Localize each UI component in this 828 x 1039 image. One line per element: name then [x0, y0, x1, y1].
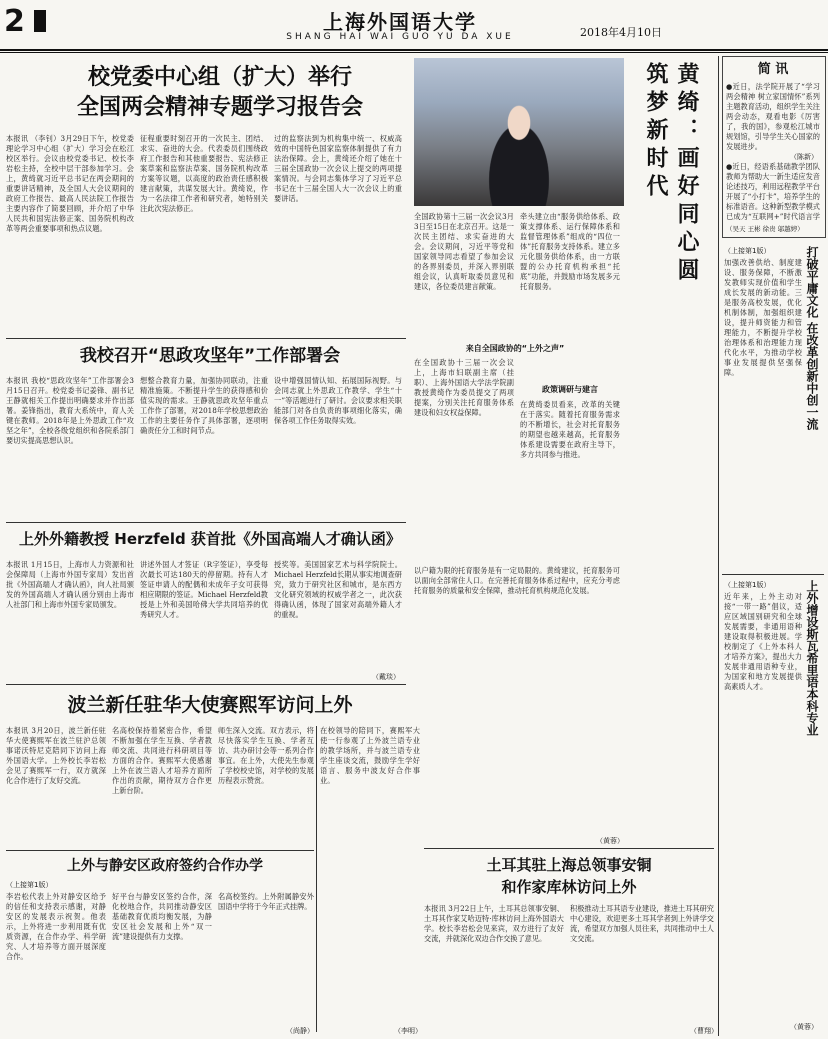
vdivider-a4 — [316, 726, 317, 1032]
briefs-heading: 简 讯 — [757, 62, 789, 77]
article4-byline: （李明） — [394, 1027, 422, 1035]
issue-date: 2018年4月10日 — [580, 26, 662, 39]
article4-title: 波兰新任驻华大使赛熙军访问上外 — [67, 694, 353, 716]
article4-col3: 师生深入交流。双方表示，将尽快落实学生互换、学者互访、共办研讨会等一系列合作事宜。在上外，大使先生参观了学校校史馆，对学校的发展历程表示赞赏。 — [218, 726, 314, 785]
sidebar-divider — [718, 56, 719, 1036]
article5-title: 上外与静安区政府签约合作办学 — [67, 858, 263, 874]
article6-col1: 本报讯 3月22日上午，土耳其总领事安铜、土耳其作家艾哈迈特·库林访问上海外国语大学。校长李岩松会见来宾，双方进行了友好交流，并就深化双边合作交换了意见。 — [424, 904, 564, 943]
photo-subject — [464, 78, 574, 206]
article6-col2: 积极推动土耳其语专业建设，推进土耳其研究中心建设，欢迎更多土耳其学者到上外讲学交流，希望双方加强人员往来，共同推动中土人文交流。 — [570, 904, 714, 943]
feature-subheading: 来自全国政协的“上外之声” — [465, 344, 565, 353]
article1-col2: 征程重要时刻召开的一次民主、团结、求实、奋进的大会。代表委员们围绕政府工作报告和其他重要报告、宪法修正案草案和监察法草案、国务院机构改革方案等议题，以高度的政治责任感积极建言献策，共谋发展大计。黄绮说，作为一名法律工作者和研究者，她特别关注此次宪法修正。 — [140, 134, 268, 213]
feature-col5: 以户籍为限的托育服务是有一定局限的。黄绮建议，托育服务可以面向全部常住人口。在完善托育服务体系过程中，应充分考虑托育服务的质量和安全保障，推动托育机构规范化发展。 — [414, 566, 620, 595]
header-rule-thin — [0, 52, 828, 53]
sidebar-byline-2: （黄蓉） — [790, 1023, 818, 1031]
article3-byline: （戴琰） — [372, 673, 400, 681]
page-number: 2 — [4, 4, 25, 39]
sidebar-vtitle-2: 上外增设斯瓦希里语本科专业 — [805, 580, 819, 736]
article6-byline: （曹翔） — [690, 1027, 718, 1035]
article1-col3: 过的监察法到为机构集中统一、权威高效的中国特色国家监察体制提供了有力法治保障。会上，黄绮还介绍了她在十三届全国政协一次会议上提交的两项提案情况。与会同志集体学习了习近平总书记在十三届全国人大一次会议上的重要讲话。 — [274, 134, 402, 203]
article4-col1: 本报讯 3月20日，波兰新任驻华大使赛熙军在波兰驻沪总领事诺沃特尼克陪同下访问上海外国语大学。上外校长李岩松会见了赛熙军一行，双方就深化合作进行了友好交流。 — [6, 726, 106, 785]
article2-title: 我校召开“思政攻坚年”工作部署会 — [79, 346, 341, 366]
article3-col2: 讲述外国人才签证（R字签证），享受每次最长可达180天的停留期。持有人才签证申请人的配偶和未成年子女可获得相应期限的签证。Michael Herzfeld教授是上外和美国哈佛大学共同培养的优秀研究人才。 — [140, 560, 268, 619]
article1-title-line1: 校党委中心组（扩大）举行 — [87, 65, 352, 90]
article5-col1: 李岩松代表上外对静安区给予的信任和支持表示感谢，对静安区的发展表示祝贺。他表示，上外将进一步利用既有优质资源，在合作办学、科学研究、人才培养等方面开展深度合作。 — [6, 892, 106, 961]
article3-col1: 本报讯 1月15日，上海市人力资源和社会保障局（上海市外国专家局）发出首批《外国高端人才确认函》，向人社局颁发的外国高端人才确认函分别由上海市人社部门和上海市外国专家局颁发。 — [6, 560, 134, 609]
article3-title: 上外外籍教授 Herzfeld 获首批《外国高端人才确认函》 — [19, 530, 401, 548]
article3-col3: 授奖等。美国国家艺术与科学院院士。Michael Herzfeld长期从事实地调查研究，致力于研究社区和城市，是东西方文化研究领域的权威学者之一，此次获得确认函，体现了国家对高端外籍人才的重视。 — [274, 560, 402, 619]
brief-2-byline: （吴天 王彬 徐贵 邬越婷） — [726, 225, 804, 233]
sidebar-divider-2 — [722, 574, 824, 575]
divider-a1 — [6, 338, 406, 339]
brief-1-byline: （陈新） — [790, 153, 818, 161]
sidebar-vtitle-1: 打破平庸文化 在改革创新中创一流 — [805, 246, 819, 431]
article5-byline: （尚静） — [286, 1027, 314, 1035]
article4-col2: 名高校保持着紧密合作，希望不断加强在学生互换、学者教师交流、共同进行科研项目等方面的合作。赛熙军大使感谢上外在波兰语人才培养方面所作出的贡献，期待双方合作更上新台阶。 — [112, 726, 212, 795]
article5-col3: 名高校签约。上外附属静安外国语中学将于今年正式挂牌。 — [218, 892, 314, 911]
sidebar-body-2: 近年来，上外主动对接“一带一路”倡议，适应区域国别研究和全球发展需要，非通用语种建设取得积极进展。学校制定了《上外本科人才培养方案》，提出大力发展非通用语种专业，为国家和地方发展提供高素质人才。 — [724, 592, 802, 691]
divider-a7 — [424, 848, 714, 849]
divider-a4 — [6, 850, 314, 851]
article2-col1: 本报讯 我校“思政攻坚年”工作部署会3月15日召开。校党委书记姜锋、副书记王静就相关工作提出明确要求并作出部署。姜锋指出，教育大系统中，育人关键在教师。2018年是上外思政工作“攻坚之年”，全校各级党组织和各院系部门要切实提高思想认识。 — [6, 376, 134, 445]
article2-col2: 想整合教育力量，加强协同联动，注重精准施策。不断提升学生的获得感和价值实现的需求。王静就思政攻坚年重点工作作了部署，对2018年学校思想政治工作的主要任务作了具体部署，逐项明确责任分工和时间节点。 — [140, 376, 268, 435]
brief-1: ●近日，法学院开展了“学习两会精神 树立家国情怀”系列主题教育活动，组织学生关注两会动态，观看电影《厉害了，我的国》，参观松江城市规划馆，引导学生关心国家的发展进步。 — [726, 82, 820, 151]
sidebar-body-1: 加强改善供给、制度建设、服务保障，不断激发教师实现价值和学生成长发展的新动能。三是服务高校发展，优化机制体制，加强组织建设，提升师资能力和管理能力，不断提升学校治理体系和治理能力现代化水平，为推动学校事业发展提供坚强保障。 — [724, 258, 802, 377]
masthead-en: SHANG HAI WAI GUO YU DA XUE — [286, 32, 514, 42]
divider-a3 — [6, 684, 406, 685]
feature-subheading2: 政策调研与建言 — [542, 385, 598, 394]
feature-col4: 在黄绮委员看来，改革的关键在于落实。随着托育服务需求的不断增长，社会对托育服务的期望也越来越高，托育服务体系建设需要在政府主导下，多方共同参与推进。 — [520, 400, 620, 459]
feature-col3: 在全国政协十三届一次会议上，上海市妇联副主席（挂职）、上海外国语大学法学院副教授黄绮作为委员提交了两项提案，分别关注托育服务体系建设和妇女权益保障。 — [414, 358, 514, 417]
feature-col2: 牵头建立由“服务供给体系、政策支撑体系、运行保障体系和监督管理体系”组成的“四位一体”托育服务支持体系。建立多元化服务供给体系，由一方联盟的公办托育机构承担“托底”功能，并鼓励市场发展多元托育服务。 — [520, 212, 620, 291]
article5-col2: 好平台与静安区签约合作，深化校地合作，共同推动静安区基础教育优质均衡发展，为静安区社会发展和上外“双一流”建设提供有力支撑。 — [112, 892, 212, 941]
article4-col4: 在校领导的陪同下，赛熙军大使一行参观了上外波兰语专业的教学场所，并与波兰语专业学生座谈交流，鼓励学生学好语言、服务中波友好合作事业。 — [320, 726, 420, 785]
page-number-mark — [34, 10, 46, 32]
article6-title-line1: 土耳其驻上海总领事安铜 — [486, 856, 652, 874]
feature-col1: 全国政协第十三届一次会议3月3日至15日在北京召开。这是一次民主团结、求实奋进的大会。会议期间，习近平等党和国家领导同志看望了参加会议的各界别委员，并深入界别联组会议，认真听取委员意见和建议，各位委员建言献策。 — [414, 212, 514, 291]
article5-sub: （上接第1版） — [6, 881, 53, 889]
divider-a2 — [6, 522, 406, 523]
sidebar-sub-2: （上接第1版） — [724, 581, 771, 589]
brief-2: ●近日，经语系基础教学团队教师为帮助大一新生适应发音论述技巧，利用远程教学平台开展了“小打卡”，培养学生的标准语音。这种新型教学模式已成为“互联网+”时代语言学 — [726, 162, 820, 221]
article1-title-line2: 全国两会精神专题学习报告会 — [76, 95, 363, 120]
article1-col1: 本报讯 （李钊）3月29日下午，校党委理论学习中心组（扩大）学习会在松江校区举行。会议由校党委书记、校长李岩松主持，全校中层干部参加学习。会上，黄绮就习近平总书记在两会期间的重要讲话精神，及全国人大会议期间的政府工作报告、最高人民法院工作报告主要内容作了简要回顾，并介绍了中华人民共和国宪法修正案、国务院机构改革等两会重要事项和热点议题。 — [6, 134, 134, 233]
article6-title-line2: 和作家库林访问上外 — [501, 878, 637, 896]
feature-vertical-title: 黄绮：画好同心圆 筑梦新时代 — [643, 62, 699, 286]
masthead: 上海外国语大学 — [323, 10, 477, 34]
photo-huang-qi — [414, 58, 624, 206]
feature-byline: （黄蓉） — [596, 837, 624, 845]
sidebar-sub-1: （上接第1版） — [724, 247, 771, 255]
article2-col3: 设中增强国情认知、拓展国际视野。与会同志就上外思政工作教学、学生“十一”等活题进行了研讨。会议要求相关职能部门对各自负责的事项细化落实，确保各项工作任务取得实效。 — [274, 376, 402, 425]
header-rule — [0, 49, 828, 51]
